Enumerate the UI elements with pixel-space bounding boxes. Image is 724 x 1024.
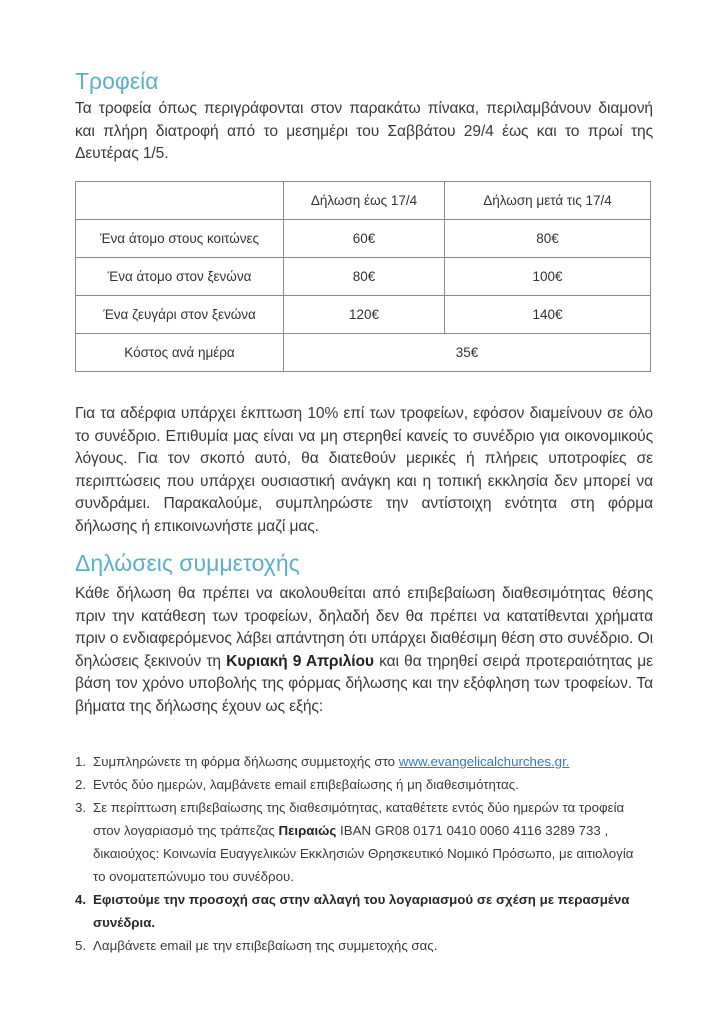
list-item xyxy=(75,773,635,796)
table-header-cell: Δήλωση μετά τις 17/4 xyxy=(445,182,651,220)
row-label: Ένα άτομο στον ξενώνα xyxy=(76,258,284,296)
table-header-row xyxy=(76,182,651,220)
website-link[interactable]: www.evangelicalchurches.gr. xyxy=(398,754,570,769)
fees-intro-paragraph: Τα τροφεία όπως περιγράφονται στον παρακάτω πίνακα, περιλαμβάνουν διαμονή και πλήρη διατροφή από το μεσημέρι του Σαββάτου 29/4 έως και το πρωί της Δευτέρας 1/5. xyxy=(75,100,653,162)
text: και θα τηρηθεί σειρά προτεραιότητας με βάση τον χρόνο υποβολής της φόρμας δήλωσης και την εξόφληση των τροφείων. Τα βήματα της δήλωσης έχουν ως εξής: xyxy=(75,652,653,715)
step-text: IBAN GR08 0171 0410 0060 4116 3289 733 , δικαιούχος: Κοινωνία Ευαγγελικών Εκκλησιών Θρησκευτικό Νομικό Πρόσωπο, με αιτιολογία το ονοματεπώνυμο του συνέδρου. xyxy=(93,823,634,884)
step-text: Συμπληρώνετε τη φόρμα δήλωσης συμμετοχής στο xyxy=(93,754,399,769)
step-number: 3. xyxy=(75,800,87,815)
section-title-registration: Δηλώσεις συμμετοχής xyxy=(75,550,300,576)
table-row xyxy=(76,258,651,296)
late-price: 140€ xyxy=(445,296,651,334)
early-price: 80€ xyxy=(284,258,445,296)
step-number: 5. xyxy=(75,938,87,953)
registration-paragraph xyxy=(75,583,653,718)
discount-paragraph: Για τα αδέρφια υπάρχει έκπτωση 10% επί των τροφείων, εφόσον διαμείνουν σε όλο το συνέδριο. Επιθυμία μας είναι να μη στερηθεί κανείς το συνέδριο για οικονομικούς λόγους. Για τον σκοπό αυτό, θα διατεθούν μερικές ή πλήρεις υποτροφίες σε περιπτώσεις που υπάρχει ουσιαστική ανάγκη και η τοπική εκκλησία δεν μπορεί να συνδράμει. Παρακαλούμε, συμπληρώστε την αντίστοιχη ενότητα στη φόρμα δήλωσης ή επικοινωνήστε μαζί μας. xyxy=(75,405,653,535)
registration-steps-list xyxy=(75,750,635,957)
step-number: 2. xyxy=(75,777,87,792)
list-item xyxy=(75,750,635,773)
early-price: 60€ xyxy=(284,220,445,258)
table-header-cell: Δήλωση έως 17/4 xyxy=(284,182,445,220)
row-label: Ένα άτομο στους κοιτώνες xyxy=(76,220,284,258)
start-date: Κυριακή 9 Απριλίου xyxy=(226,652,374,670)
list-item xyxy=(75,934,635,957)
text: Κάθε δήλωση θα πρέπει να ακολουθείται από επιβεβαίωση διαθεσιμότητας θέσης πριν την κατάθεση των τροφείων, δηλαδή δεν θα πρέπει να κατατίθενται χρήματα πριν ο ενδιαφερόμενος λάβει απάντηση ότι υπάρχει διαθέσιμη θέση στο συνέδριο. Οι δηλώσεις ξεκινούν τη xyxy=(75,585,653,670)
section-title-fees: Τροφεία xyxy=(75,68,159,94)
table-row xyxy=(76,296,651,334)
list-item xyxy=(75,888,635,934)
step-text: Σε περίπτωση επιβεβαίωσης της διαθεσιμότητας, καταθέτετε εντός δύο ημερών τα τροφεία στον λογαριασμό της τράπεζας xyxy=(93,800,625,838)
late-price: 80€ xyxy=(445,220,651,258)
daily-price: 35€ xyxy=(284,334,651,372)
step-text: Εφιστούμε την προσοχή σας στην αλλαγή του λογαριασμού σε σχέση με περασμένα συνέδρια. xyxy=(93,892,630,930)
table-row-daily-cost xyxy=(76,334,651,372)
step-number: 1. xyxy=(75,754,87,769)
list-item xyxy=(75,796,635,888)
fees-table xyxy=(75,181,651,372)
table-row xyxy=(76,220,651,258)
late-price: 100€ xyxy=(445,258,651,296)
table-header-cell xyxy=(76,182,284,220)
bank-name: Πειραιώς xyxy=(278,823,337,838)
step-number: 4. xyxy=(75,892,87,907)
step-text: Λαμβάνετε email με την επιβεβαίωση της συμμετοχής σας. xyxy=(93,938,438,953)
step-text: Εντός δύο ημερών, λαμβάνετε email επιβεβαίωσης ή μη διαθεσιμότητας. xyxy=(93,777,519,792)
early-price: 120€ xyxy=(284,296,445,334)
row-label: Κόστος ανά ημέρα xyxy=(76,334,284,372)
row-label: Ένα ζευγάρι στον ξενώνα xyxy=(76,296,284,334)
